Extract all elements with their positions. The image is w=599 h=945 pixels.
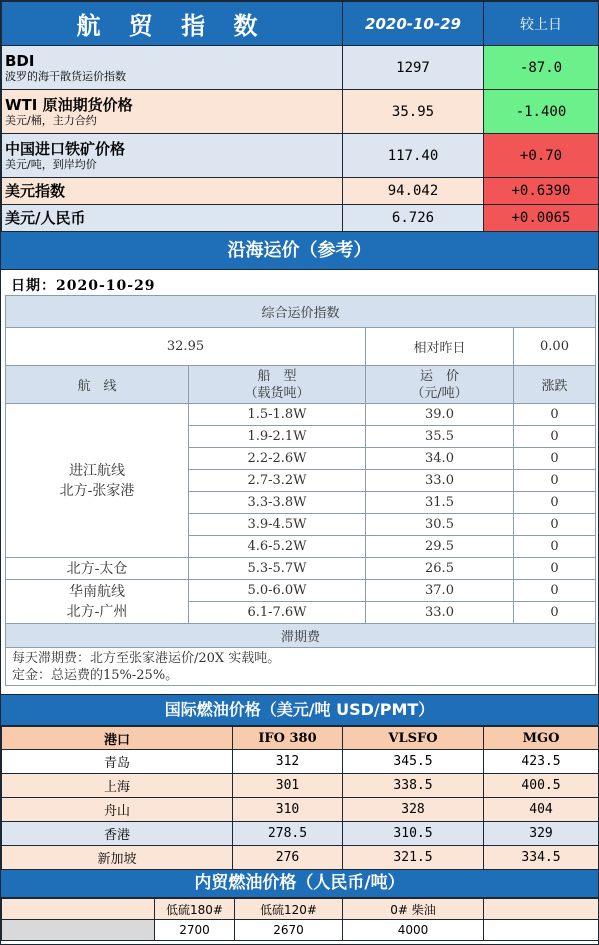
fuel-mgo: 404: [484, 798, 599, 822]
note-demurrage: 每天滞期费：北方至张家港运价/20X 实载吨。: [12, 650, 281, 666]
index-row: [2, 178, 599, 205]
fuel-row: [2, 750, 599, 774]
dom-header-diesel: 0# 柴油: [343, 899, 484, 920]
fuel-header-port: 港口: [2, 727, 233, 750]
freight-rate: 33.0: [366, 602, 514, 624]
route-name: [6, 404, 189, 558]
index-name: [2, 90, 343, 134]
fuel-mgo: 400.5: [484, 774, 599, 798]
freight-rate: 26.5: [366, 558, 514, 580]
index-row: [2, 134, 599, 178]
fuel-row: [2, 798, 599, 822]
freight-rate: 37.0: [366, 580, 514, 602]
freight-rate: 33.0: [366, 470, 514, 492]
index-row: [2, 205, 599, 232]
intl-fuel-title: 国际燃油价格（美元/吨 USD/PMT）: [1, 695, 598, 726]
index-change: +0.70: [484, 134, 599, 178]
fuel-ifo380: 301: [233, 774, 343, 798]
index-title: 美元/人民币: [5, 208, 86, 227]
domestic-fuel-title: 内贸燃油价格（人民币/吨）: [1, 870, 598, 898]
index-change: +0.6390: [484, 178, 599, 205]
route-name: [6, 580, 189, 624]
index-value: 1297: [343, 46, 484, 90]
fuel-port: 香港: [2, 822, 233, 846]
freight-ship: 3.3-3.8W: [189, 492, 366, 514]
index-change: +0.0065: [484, 205, 599, 232]
market-index-table: [1, 1, 599, 232]
header-ship: 船 型 （载货吨）: [189, 366, 366, 404]
fuel-vlsfo: 338.5: [343, 774, 484, 798]
freight-row: [6, 404, 596, 426]
fuel-vlsfo: 310.5: [343, 822, 484, 846]
freight-notes: [6, 648, 596, 686]
freight-rate: 31.5: [366, 492, 514, 514]
coastal-freight-title: 沿海运价（参考）: [1, 232, 598, 270]
fuel-row: [2, 846, 599, 870]
route-line: 华南航线: [69, 583, 125, 600]
fuel-port: 新加坡: [2, 846, 233, 870]
demurrage-label: 滞期费: [6, 624, 596, 648]
coastal-freight-panel: [1, 270, 598, 695]
dom-value-extra: [484, 920, 599, 941]
index-row: [2, 46, 599, 90]
fuel-mgo: 334.5: [484, 846, 599, 870]
index-subtitle: 波罗的海干散货运价指数: [5, 69, 126, 83]
freight-date: 日期：2020-10-29: [11, 278, 156, 294]
fuel-header-mgo: MGO: [484, 727, 599, 750]
fuel-port: 青岛: [2, 750, 233, 774]
index-subtitle: 美元/桶，主力合约: [5, 113, 97, 127]
fuel-header-vlsfo: VLSFO: [343, 727, 484, 750]
index-value: 35.95: [343, 90, 484, 134]
freight-ship: 6.1-7.6W: [189, 602, 366, 624]
freight-ship: 5.3-5.7W: [189, 558, 366, 580]
index-name: [2, 178, 343, 205]
freight-row: [6, 558, 596, 580]
freight-ship: 1.9-2.1W: [189, 426, 366, 448]
dom-value-ls180: 2700: [155, 920, 235, 941]
route-line: 进江航线: [69, 462, 125, 479]
route-line: 北方-太仓: [66, 560, 128, 577]
freight-ship: 5.0-6.0W: [189, 580, 366, 602]
freight-rate: 35.5: [366, 426, 514, 448]
index-title: BDI: [5, 51, 35, 70]
domestic-fuel-table: [1, 898, 599, 941]
index-row: [2, 90, 599, 134]
freight-ship: 2.7-3.2W: [189, 470, 366, 492]
freight-rate-table: [5, 295, 596, 686]
index-title: 美元指数: [5, 181, 66, 200]
note-deposit: 定金：总运费的15%-25%。: [12, 667, 179, 683]
fuel-mgo: 329: [484, 822, 599, 846]
freight-change: 0: [514, 580, 596, 602]
relative-value: 0.00: [514, 328, 596, 366]
route-name: [6, 558, 189, 580]
fuel-row: [2, 774, 599, 798]
intl-fuel-table: [1, 726, 599, 870]
fuel-ifo380: 276: [233, 846, 343, 870]
fuel-port: 舟山: [2, 798, 233, 822]
header-route: 航 线: [6, 366, 189, 404]
dom-value-diesel: 4000: [343, 920, 484, 941]
index-value: 94.042: [343, 178, 484, 205]
freight-ship: 1.5-1.8W: [189, 404, 366, 426]
freight-rate: 34.0: [366, 448, 514, 470]
freight-change: 0: [514, 558, 596, 580]
freight-change: 0: [514, 404, 596, 426]
fuel-vlsfo: 321.5: [343, 846, 484, 870]
freight-ship: 4.6-5.2W: [189, 536, 366, 558]
freight-rate: 39.0: [366, 404, 514, 426]
freight-change: 0: [514, 514, 596, 536]
index-value: 6.726: [343, 205, 484, 232]
freight-change: 0: [514, 470, 596, 492]
dom-header-ls180: 低硫180#: [155, 899, 235, 920]
route-line: 北方-广州: [66, 603, 128, 620]
header-change: 涨跌: [514, 366, 596, 404]
composite-index-label: 综合运价指数: [6, 296, 596, 328]
fuel-row: [2, 822, 599, 846]
index-title: WTI 原油期货价格: [5, 95, 133, 114]
freight-rate: 30.5: [366, 514, 514, 536]
index-change: -1.400: [484, 90, 599, 134]
route-line: 北方-张家港: [59, 482, 135, 499]
dom-value-ls120: 2670: [235, 920, 343, 941]
compare-label: 较上日: [484, 2, 599, 46]
page-title: 航 贸 指 数: [2, 2, 343, 46]
freight-ship: 2.2-2.6W: [189, 448, 366, 470]
fuel-ifo380: 278.5: [233, 822, 343, 846]
index-change: -87.0: [484, 46, 599, 90]
relative-label: 相对昨日: [366, 328, 514, 366]
freight-change: 0: [514, 426, 596, 448]
freight-change: 0: [514, 536, 596, 558]
index-name: [2, 205, 343, 232]
header-rate: 运 价 （元/吨）: [366, 366, 514, 404]
fuel-port: 上海: [2, 774, 233, 798]
freight-rate: 29.5: [366, 536, 514, 558]
freight-change: 0: [514, 602, 596, 624]
dom-value-blank: [2, 920, 155, 941]
freight-row: [6, 580, 596, 602]
fuel-ifo380: 312: [233, 750, 343, 774]
dom-header-ls120: 低硫120#: [235, 899, 343, 920]
composite-index-value: 32.95: [6, 328, 366, 366]
freight-ship: 3.9-4.5W: [189, 514, 366, 536]
freight-change: 0: [514, 492, 596, 514]
fuel-mgo: 423.5: [484, 750, 599, 774]
index-title: 中国进口铁矿价格: [5, 139, 126, 158]
fuel-header-ifo380: IFO 380: [233, 727, 343, 750]
index-name: [2, 134, 343, 178]
dom-header-blank: [2, 899, 155, 920]
index-subtitle: 美元/吨，到岸均价: [5, 157, 97, 171]
fuel-vlsfo: 345.5: [343, 750, 484, 774]
fuel-vlsfo: 328: [343, 798, 484, 822]
dom-header-extra: [484, 899, 599, 920]
fuel-ifo380: 310: [233, 798, 343, 822]
index-value: 117.40: [343, 134, 484, 178]
report-date: 2020-10-29: [343, 2, 484, 46]
freight-change: 0: [514, 448, 596, 470]
index-name: [2, 46, 343, 90]
